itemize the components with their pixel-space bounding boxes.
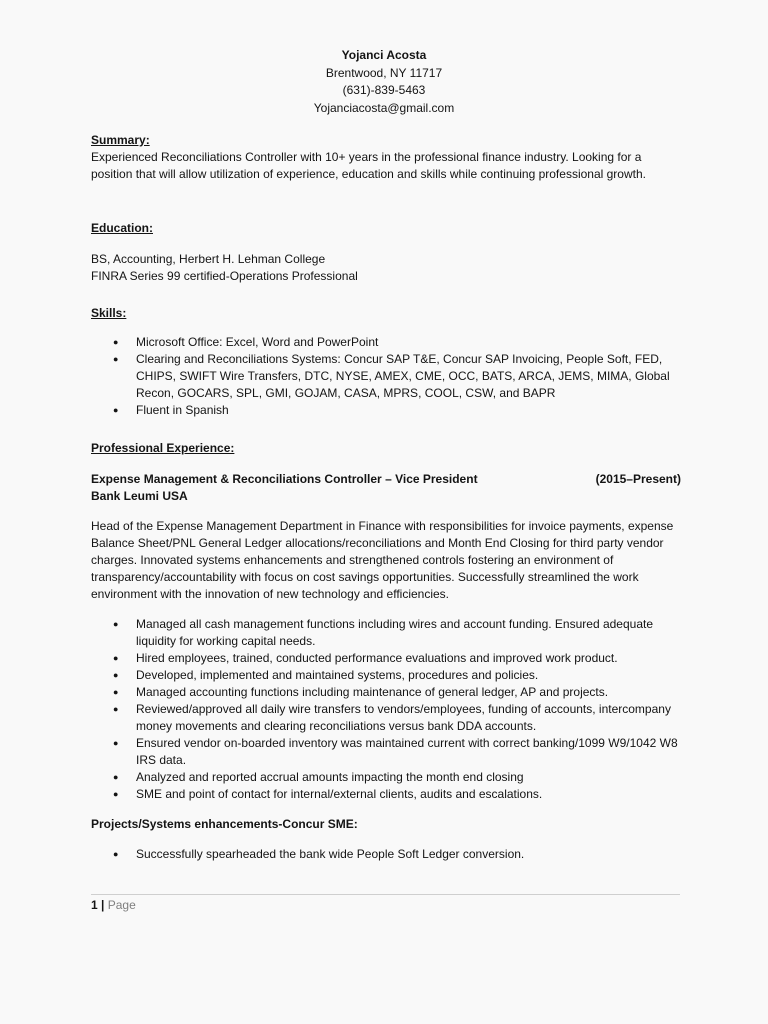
job-bullets (91, 616, 681, 803)
education-line: FINRA Series 99 certified-Operations Professional (91, 269, 358, 283)
education-heading: Education: (91, 221, 153, 235)
list-item: ● Developed, implemented and maintained systems, procedures and policies. (91, 667, 681, 684)
page-separator: | (101, 898, 105, 912)
company-name: Bank Leumi USA (91, 489, 188, 503)
list-item: ● Managed all cash management functions including wires and account funding. Ensured adequate liquidity for working capital needs. (91, 616, 681, 650)
list-item: ● Fluent in Spanish (91, 402, 681, 419)
job-title-line (91, 471, 681, 488)
candidate-name: Yojanci Acosta (341, 48, 427, 62)
job-title: Expense Management & Reconciliations Controller – Vice President (91, 472, 478, 486)
job-description: Head of the Expense Management Department in Finance with responsibilities for invoice payments, expense Balance Sheet/PNL General Ledger allocations/reconciliations and Month End Closing for third party vendor charges. Innovated systems enhancements and strengthened controls fostering an environment of transparency/accountability with focus on cost savings opportunities. Successfully streamlined the work environment with the innovation of new technology and efficiencies. (91, 519, 674, 601)
list-item: ● Analyzed and reported accrual amounts impacting the month end closing (91, 769, 681, 786)
projects-list (91, 846, 681, 863)
list-item: ● Successfully spearheaded the bank wide People Soft Ledger conversion. (91, 846, 681, 863)
page-number: 1 (91, 898, 98, 912)
job-dates: (2015–Present) (595, 472, 681, 486)
summary-section (91, 132, 681, 183)
list-item: ● Reviewed/approved all daily wire transfers to vendors/employees, funding of accounts, intercompany money movements and clearing reconciliations versus bank DDA accounts. (91, 701, 681, 735)
experience-heading: Professional Experience: (91, 441, 235, 455)
summary-text: Experienced Reconciliations Controller with 10+ years in the professional finance industry. Looking for a position that will allow utilization of experience, education and skills while continuing professional growth. (91, 150, 646, 181)
list-item: ● SME and point of contact for internal/external clients, audits and escalations. (91, 786, 681, 803)
experience-section (91, 440, 681, 863)
summary-heading: Summary: (91, 133, 150, 147)
candidate-phone: (631)-839-5463 (342, 83, 426, 97)
list-item: ● Microsoft Office: Excel, Word and PowerPoint (91, 334, 681, 351)
skills-list (91, 334, 681, 419)
footer-divider (91, 894, 680, 895)
education-line: BS, Accounting, Herbert H. Lehman College (91, 252, 326, 266)
list-item: ● Ensured vendor on-boarded inventory was maintained current with correct banking/1099 W9/1042 W8 IRS data. (91, 735, 681, 769)
skills-section (91, 305, 681, 419)
list-item: ● Hired employees, trained, conducted performance evaluations and improved work product. (91, 650, 681, 667)
list-item: ● Managed accounting functions including maintenance of general ledger, AP and projects. (91, 684, 681, 701)
projects-heading: Projects/Systems enhancements-Concur SME: (91, 817, 358, 831)
contact-header (0, 47, 768, 117)
skills-heading: Skills: (91, 306, 127, 320)
education-section (91, 220, 681, 285)
list-item: ● Clearing and Reconciliations Systems: Concur SAP T&E, Concur SAP Invoicing, People Soft, FED, CHIPS, SWIFT Wire Transfers, DTC, NYSE, AMEX, CME, OCC, BATS, ARCA, JEMS, MIMA, Global Recon, GOCARS, SPL, GMI, GOJAM, CASA, MPRS, COOL, CSW, and BAPR (91, 351, 681, 402)
candidate-location: Brentwood, NY 11717 (325, 65, 443, 80)
page-footer (91, 897, 136, 914)
page-label: Page (107, 898, 136, 912)
candidate-email: Yojanciacosta@gmail.com (313, 100, 455, 115)
